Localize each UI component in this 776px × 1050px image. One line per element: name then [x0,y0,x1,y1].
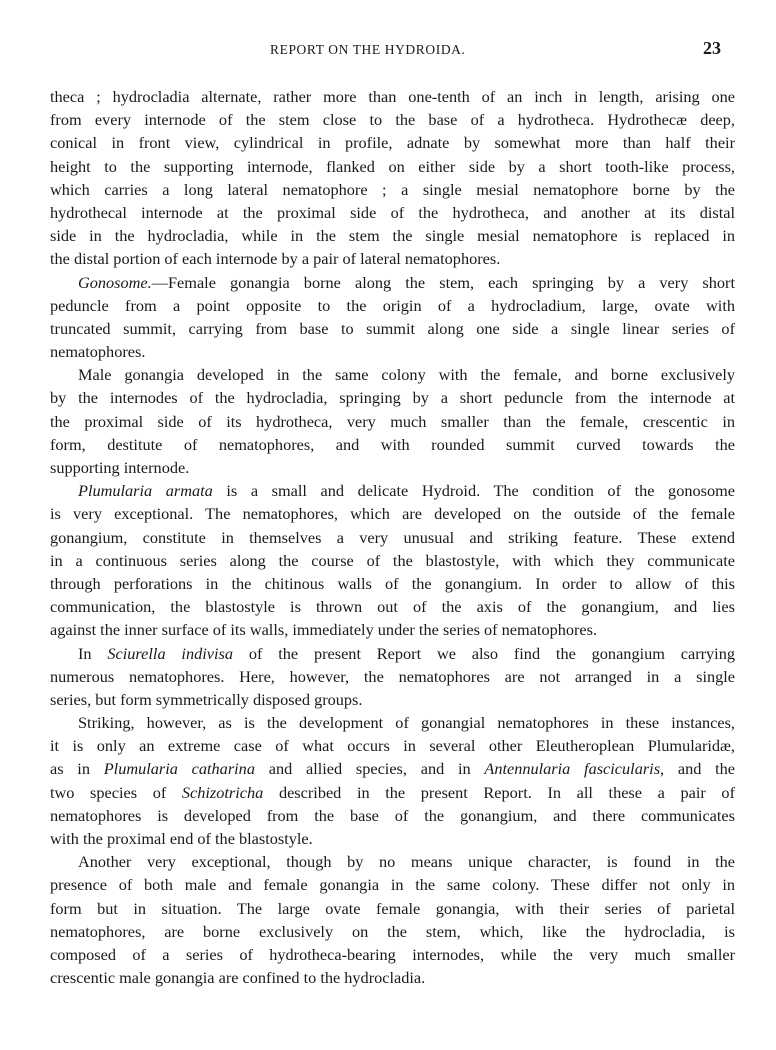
text-line: series, but form symmetrically disposed groups. [50,689,363,709]
text-line: Another very exceptional, though by no means unique character, is found in the [78,852,735,872]
page-body [50,85,735,989]
text-line: nematophores, are borne exclusively on the stem, which, like the hydrocladia, is [50,921,735,941]
text-line: nematophores is developed from the base of the gonangium, and there communicates [50,805,735,825]
text-line: is very exceptional. The nematophores, which are developed on the outside of the female [50,504,735,524]
text-line: In Sciurella indivisa of the present Report we also find the gonangium carrying [78,643,735,663]
text-line: composed of a series of hydrotheca-bearing internodes, while the very much smaller [50,944,735,964]
paragraph-striking [50,711,735,850]
text-line: side in the hydrocladia, while in the stem the single mesial nematophore is replaced in [50,226,735,246]
text-line: against the inner surface of its walls, immediately under the series of nematophores. [50,620,598,640]
text-line: Male gonangia developed in the same colony with the female, and borne exclusively [78,365,735,385]
text-line: with the proximal end of the blastostyle. [50,829,313,848]
running-title: REPORT ON THE HYDROIDA. [270,42,466,57]
text-line: through perforations in the chitinous walls of the gonangium. In order to allow of this [50,573,735,593]
paragraph-gonosome [50,271,735,364]
genus-name: Schizotricha [181,782,264,802]
text-line: from every internode of the stem close to the base of a hydrotheca. Hydrothecæ deep, [50,110,735,130]
text-line: two species of Schizotricha described in the present Report. In all these a pair of [50,782,735,802]
text-line: crescentic male gonangia are confined to the hydrocladia. [50,968,426,988]
text-line: numerous nematophores. Here, however, the nematophores are not arranged in a single [50,666,735,686]
text-line: form but in situation. The large ovate female gonangia, with their series of parietal [50,898,735,918]
paragraph-sciurella [50,642,735,712]
text-line: peduncle from a point opposite to the origin of a hydrocladium, large, ovate with [50,295,735,315]
text-line: conical in front view, cylindrical in profile, adnate by somewhat more than half their [50,133,735,153]
text-line: Plumularia armata is a small and delicate Hydroid. The condition of the gonosome [78,481,735,501]
text-line: in a continuous series along the course of the blastostyle, with which they communicate [50,550,735,570]
text-line: as in Plumularia catharina and allied species, and in Antennularia fascicularis, and the [50,759,736,779]
text-line: presence of both male and female gonangia in the same colony. These differ not only in [50,875,735,895]
text-line: it is only an extreme case of what occurs in several other Eleutheroplean Plumularidæ, [50,736,735,756]
running-header [0,38,776,62]
text-line: Gonosome.—Female gonangia borne along the stem, each springing by a very short [78,272,735,292]
text-line: gonangium, constitute in themselves a very unusual and striking feature. These extend [50,527,735,547]
text-line: which carries a long lateral nematophore ; a single mesial nematophore borne by the [50,179,735,199]
species-name: Sciurella indivisa [107,643,233,663]
text-line: form, destitute of nematophores, and with rounded summit curved towards the [50,434,735,454]
species-name: Antennularia fascicularis [484,759,661,779]
text-line: truncated summit, carrying from base to summit along one side a single linear series of [50,318,735,338]
text-line: nematophores. [50,342,146,362]
paragraph-male-gonangia [50,363,735,479]
paragraph-male-female-colony [50,850,735,989]
text-line: the distal portion of each internode by a pair of lateral nematophores. [50,249,501,269]
text-line: Striking, however, as is the development of gonangial nematophores in these instances, [78,713,735,733]
text-line: communication, the blastostyle is thrown out of the axis of the gonangium, and lies [50,597,735,617]
text-line: height to the supporting internode, flanked on either side by a short tooth-like process, [50,156,735,176]
text-line: by the internodes of the hydrocladia, springing by a short peduncle from the internode at [50,388,735,408]
paragraph-plumularia-armata [50,479,735,641]
species-name: Plumularia armata [78,481,213,501]
text-line: supporting internode. [50,458,190,477]
text-line: the proximal side of its hydrotheca, very much smaller than the female, crescentic in [50,411,735,431]
section-heading-gonosome: Gonosome. [78,272,152,292]
paragraph-trophosome-continued [50,85,735,271]
species-name: Plumularia catharina [103,759,255,779]
text-line: hydrothecal internode at the proximal side of the hydrotheca, and another at its distal [50,202,735,222]
text-line: theca ; hydrocladia alternate, rather more than one-tenth of an inch in length, arising one [50,87,735,106]
page-number: 23 [703,38,721,58]
